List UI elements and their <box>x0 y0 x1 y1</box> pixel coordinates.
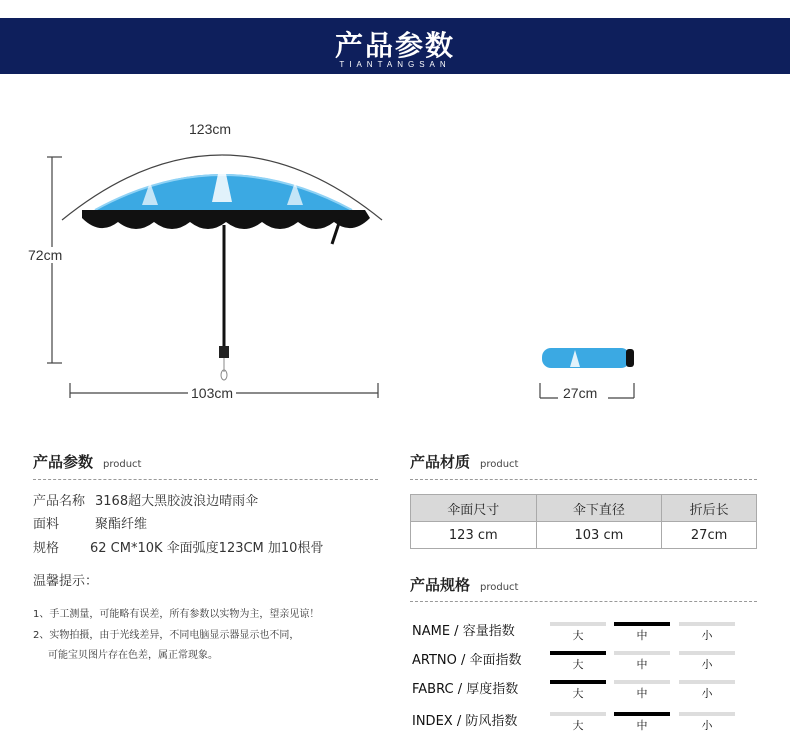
rating-segment <box>679 712 735 716</box>
canopy-dimension: 123cm <box>186 121 234 137</box>
param-fabric-value: 聚酯纤维 <box>95 517 148 532</box>
rating-level-label: 小 <box>701 719 713 732</box>
rating-level-label: 小 <box>701 658 713 671</box>
rating-level-label: 中 <box>636 719 648 732</box>
rating-level-label: 大 <box>572 719 584 732</box>
spec-row-label: INDEX / 防风指数 <box>412 714 518 729</box>
rating-segment <box>679 680 735 684</box>
header-banner <box>0 18 790 74</box>
rating-segment <box>614 712 670 716</box>
material-heading: 产品材质 product <box>410 453 519 471</box>
rating-level-label: 中 <box>636 658 648 671</box>
table-cell: 103 cm <box>536 522 662 549</box>
table-header-cell: 伞面尺寸 <box>411 495 537 522</box>
params-divider <box>33 479 378 480</box>
rating-level-label: 大 <box>572 687 584 700</box>
specs-divider <box>410 601 757 602</box>
rating-segment <box>550 680 606 684</box>
params-heading: 产品参数 product <box>33 453 142 471</box>
spec-row-label: FABRC / 厚度指数 <box>412 682 519 697</box>
material-divider <box>410 479 757 480</box>
table-row <box>411 522 757 549</box>
banner-title: 产品参数 <box>334 29 455 62</box>
rating-level-label: 大 <box>572 629 584 642</box>
rating-segment <box>614 680 670 684</box>
param-spec-value: 62 CM*10K 伞面弧度123CM 加10根骨 <box>90 541 324 556</box>
tips-title: 温馨提示： <box>33 574 99 589</box>
param-name-value: 3168超大黑胶波浪边晴雨伞 <box>95 494 259 509</box>
rating-segment <box>679 651 735 655</box>
tip-line: 2、实物拍摄，由于光线差异，不同电脑显示器显示也不同， <box>33 630 300 641</box>
rating-segment <box>614 651 670 655</box>
rating-level-label: 小 <box>701 687 713 700</box>
table-cell: 123 cm <box>411 522 537 549</box>
rating-level-label: 大 <box>572 658 584 671</box>
param-name-label: 产品名称 <box>33 494 86 509</box>
material-table <box>410 494 757 549</box>
table-header-cell: 折后长 <box>662 495 757 522</box>
rating-level-label: 中 <box>636 687 648 700</box>
height-dimension: 72cm <box>25 247 65 263</box>
banner-subtitle: TIANTANGSAN <box>339 60 451 69</box>
tip-line: 1、手工测量，可能略有误差，所有参数以实物为主，望亲见谅！ <box>33 609 320 620</box>
rating-segment <box>550 712 606 716</box>
rating-level-label: 中 <box>636 629 648 642</box>
open-length-dimension: 103cm <box>188 385 236 401</box>
spec-row-label: ARTNO / 伞面指数 <box>412 653 522 668</box>
rating-segment <box>550 622 606 626</box>
param-fabric-label: 面料 <box>33 517 60 532</box>
table-header-row <box>411 495 757 522</box>
rating-segment <box>614 622 670 626</box>
specs-heading: 产品规格 product <box>410 576 519 594</box>
folded-dimension: 27cm <box>560 385 600 401</box>
spec-row-label: NAME / 容量指数 <box>412 624 515 639</box>
rating-segment <box>679 622 735 626</box>
table-cell: 27cm <box>662 522 757 549</box>
tip-line: 可能宝贝图片存在色差，属正常现象。 <box>48 650 218 661</box>
table-header-cell: 伞下直径 <box>536 495 662 522</box>
rating-segment <box>550 651 606 655</box>
param-spec-label: 规格 <box>33 541 60 556</box>
rating-level-label: 小 <box>701 629 713 642</box>
